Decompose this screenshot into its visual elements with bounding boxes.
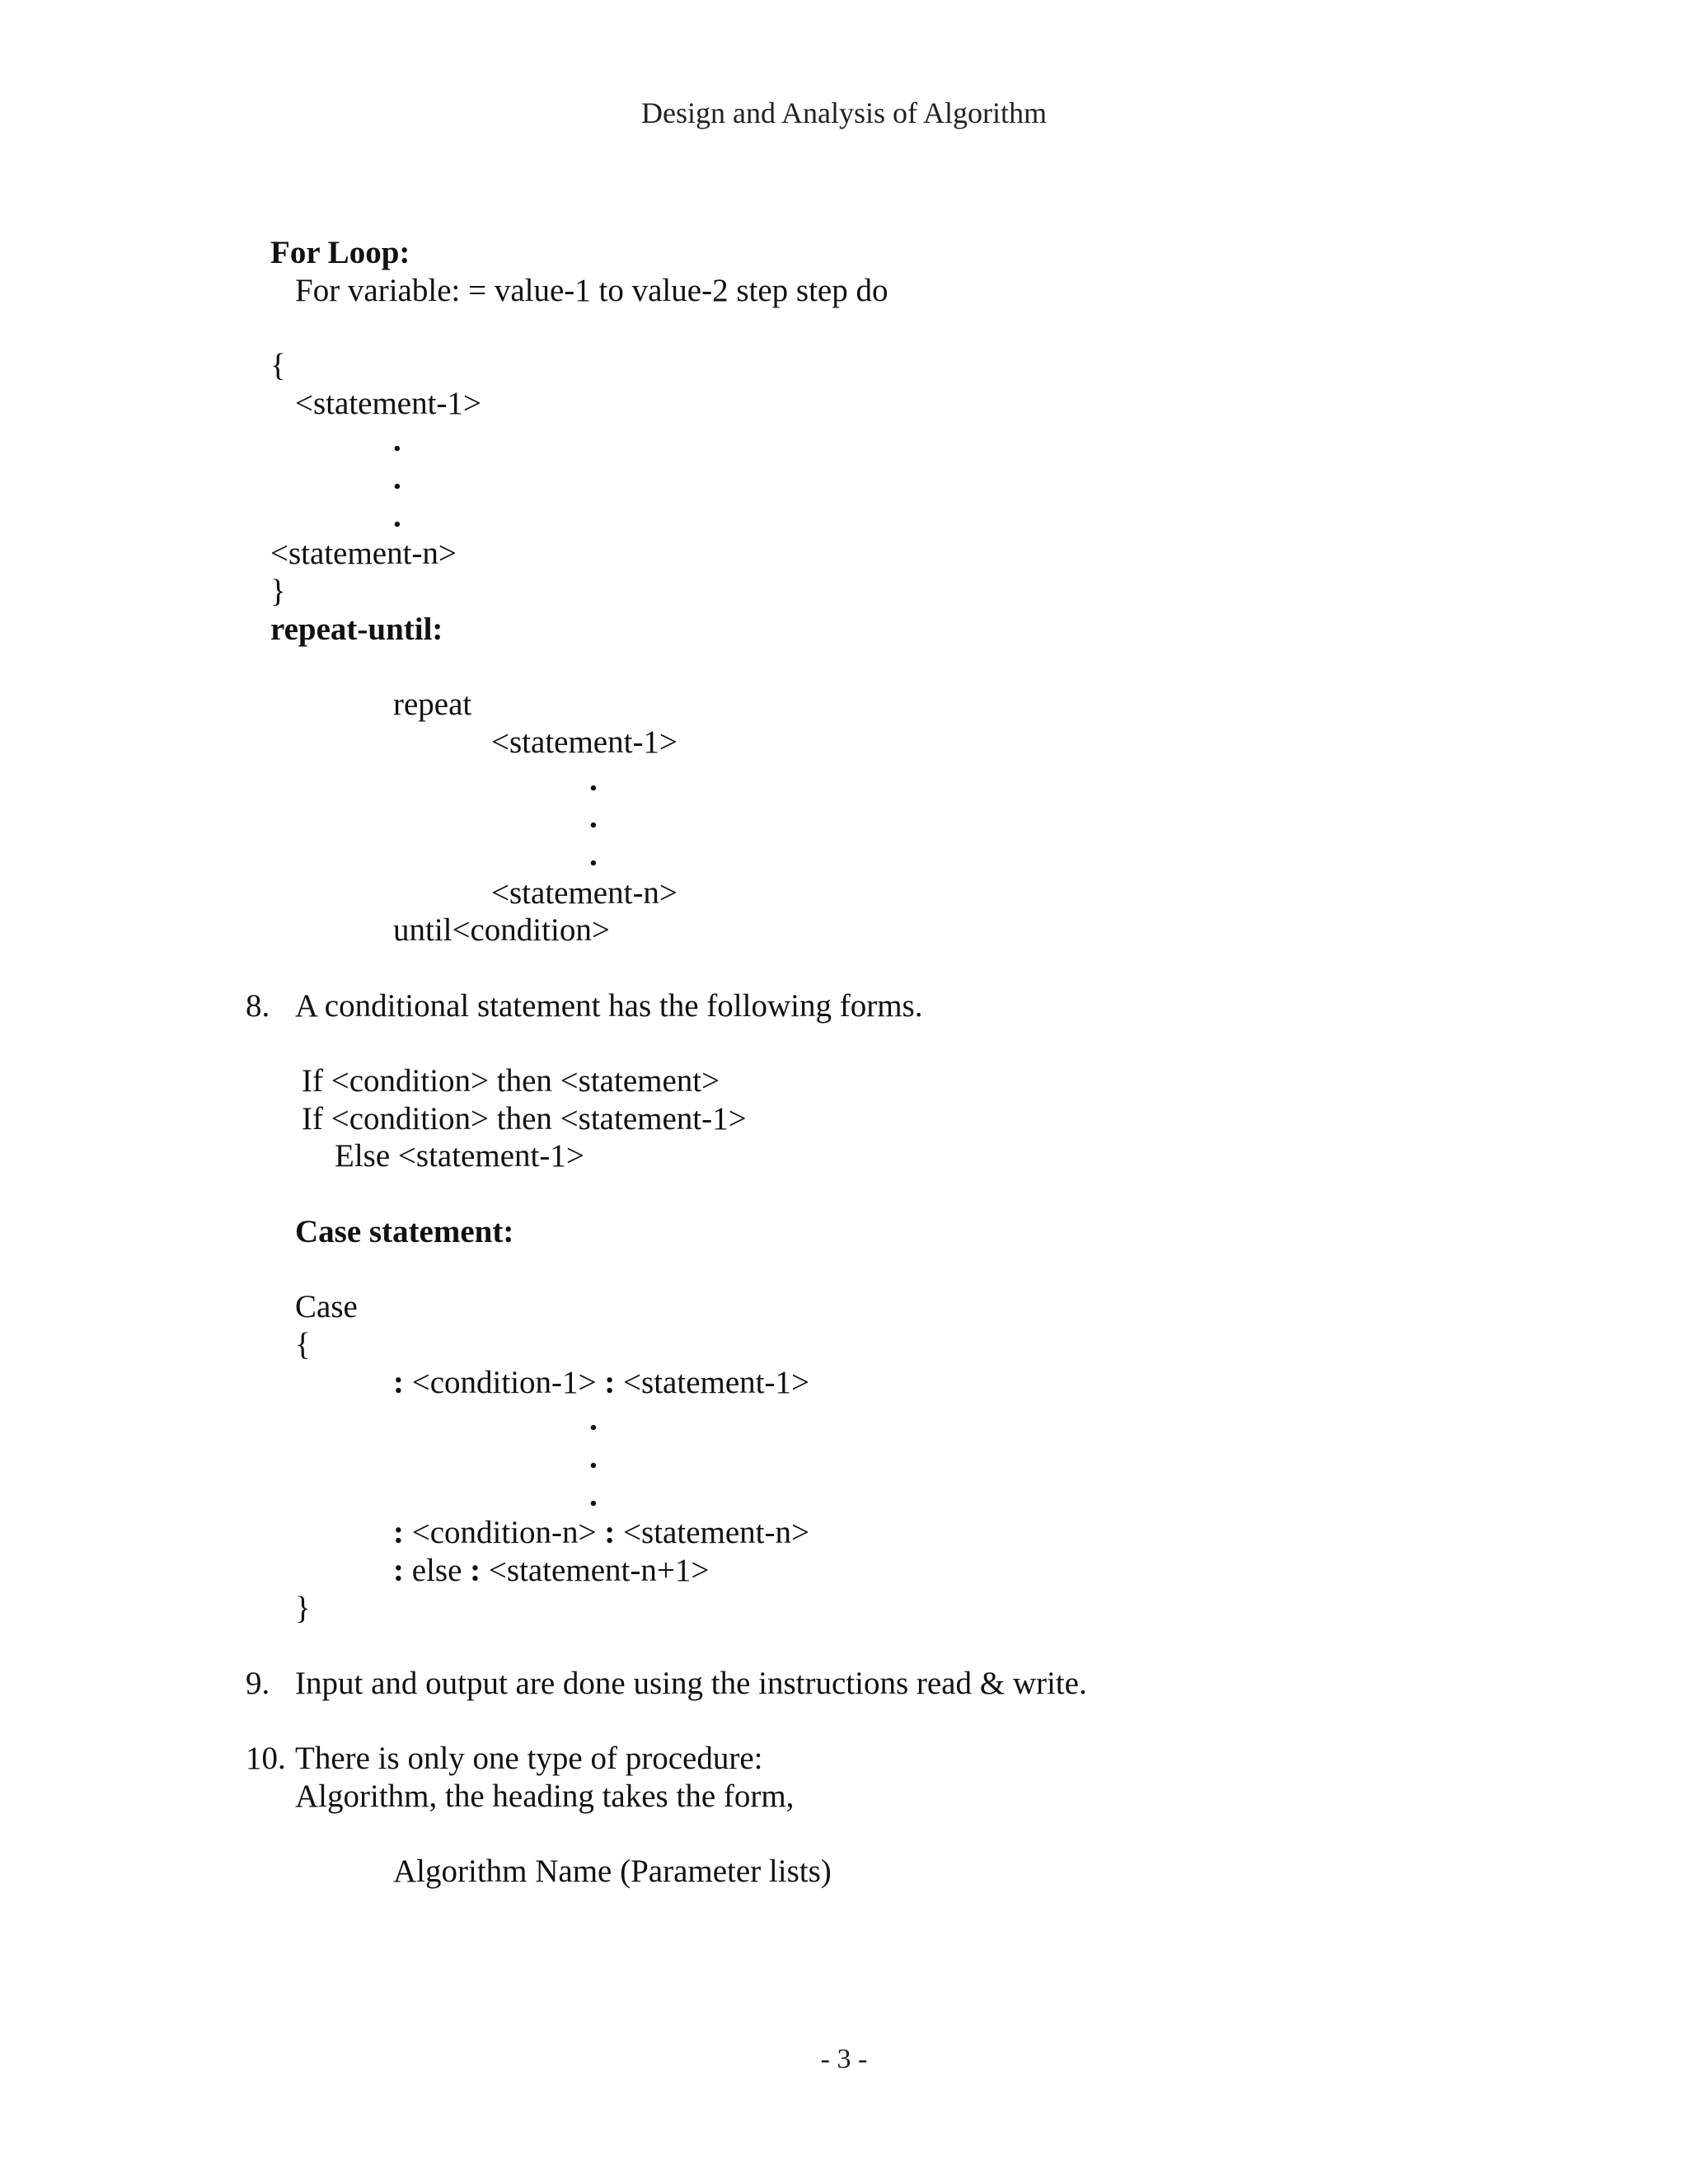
case-colon: : (470, 1553, 481, 1588)
for-loop-statement-first: <statement-1> (295, 386, 481, 421)
item-10-text-2: Algorithm, the heading takes the form, (295, 1779, 795, 1814)
case-colon: : (393, 1515, 404, 1550)
case-else-line (393, 1552, 709, 1590)
for-loop-syntax: For variable: = value-1 to value-2 step step do (295, 273, 889, 308)
case-colon: : (393, 1553, 404, 1588)
case-condition-first: <condition-1> (411, 1365, 597, 1400)
if-then-form: If <condition> then <statement> (302, 1063, 720, 1099)
for-loop-heading: For Loop: (270, 235, 410, 270)
case-keyword: Case (295, 1289, 358, 1324)
case-line-last (393, 1514, 809, 1552)
list-number-10: 10. (246, 1741, 286, 1776)
item-8-text: A conditional statement has the following forms. (295, 988, 923, 1024)
page-number: - 3 - (820, 2044, 868, 2074)
case-colon: : (393, 1365, 404, 1400)
item-10-text: There is only one type of procedure: (295, 1741, 763, 1776)
case-statement-first: <statement-1> (623, 1365, 809, 1400)
ellipsis-dot: . (589, 1478, 598, 1513)
case-condition-last: <condition-n> (411, 1515, 597, 1550)
case-else-keyword: else (411, 1553, 462, 1588)
ellipsis-dot: . (589, 1440, 598, 1475)
list-number-9: 9. (246, 1666, 270, 1701)
ellipsis-dot: . (393, 499, 401, 534)
item-9-text: Input and output are done using the instructions read & write. (295, 1666, 1087, 1701)
page-header: Design and Analysis of Algorithm (641, 96, 1047, 129)
case-statement-else: <statement-n+1> (488, 1553, 710, 1588)
ellipsis-dot: . (589, 762, 598, 798)
ellipsis-dot: . (589, 799, 598, 835)
case-colon: : (604, 1365, 616, 1400)
ellipsis-dot: . (393, 423, 401, 458)
if-then-else-form: If <condition> then <statement-1> (302, 1101, 747, 1137)
for-loop-close-brace: } (270, 574, 286, 609)
repeat-keyword: repeat (393, 687, 472, 722)
repeat-until-heading: repeat-until: (270, 612, 443, 647)
for-loop-open-brace: { (270, 348, 286, 383)
case-colon: : (604, 1515, 616, 1550)
for-loop-statement-last: <statement-n> (270, 536, 457, 571)
case-open-brace: { (295, 1327, 311, 1362)
ellipsis-dot: . (589, 837, 598, 873)
ellipsis-dot: . (393, 461, 401, 496)
else-line: Else <statement-1> (335, 1138, 584, 1174)
repeat-statement-first: <statement-1> (491, 724, 678, 760)
ellipsis-dot: . (589, 1402, 598, 1437)
case-statement-heading: Case statement: (295, 1214, 514, 1249)
until-condition: until<condition> (393, 912, 610, 948)
algorithm-heading-form: Algorithm Name (Parameter lists) (393, 1854, 832, 1889)
case-line-first (393, 1364, 809, 1402)
case-statement-last: <statement-n> (623, 1515, 809, 1550)
repeat-statement-last: <statement-n> (491, 875, 678, 911)
case-close-brace: } (295, 1591, 311, 1626)
list-number-8: 8. (246, 988, 270, 1024)
